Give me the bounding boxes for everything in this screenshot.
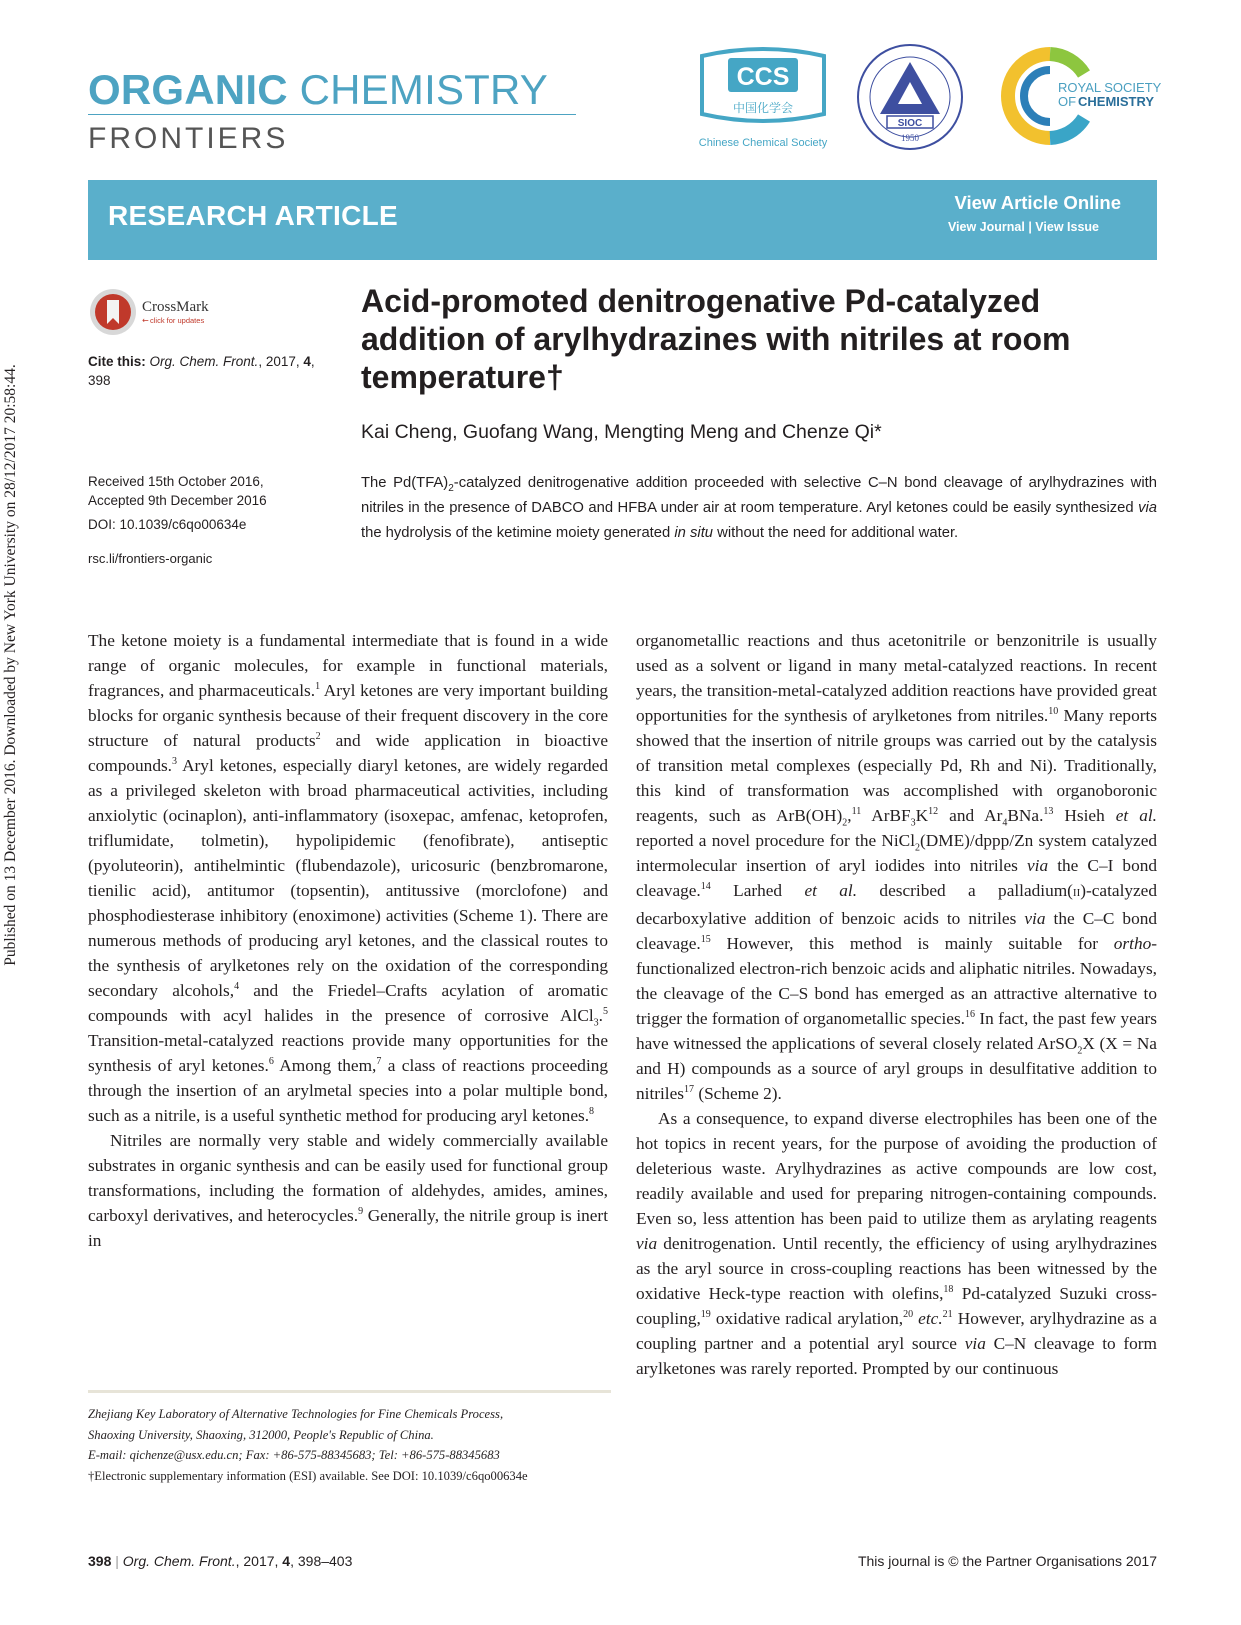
svg-text:SIOC: SIOC xyxy=(897,118,923,129)
journal-link[interactable]: rsc.li/frontiers-organic xyxy=(88,551,213,566)
contact-line: E-mail: qichenze@usx.edu.cn; Fax: +86-575-88345683; Tel: +86-575-88345683 xyxy=(88,1448,500,1462)
page-footer-citation: 398 | Org. Chem. Front., 2017, 4, 398–403 xyxy=(88,1553,353,1569)
sioc-logo-icon xyxy=(855,42,965,152)
dates xyxy=(88,472,346,510)
masthead-rule xyxy=(88,114,576,115)
svg-text:click for updates: click for updates xyxy=(150,316,205,325)
cite-page: 398 xyxy=(88,373,111,388)
svg-text:OF: OF xyxy=(1058,94,1077,109)
cite-label: Cite this: xyxy=(88,354,146,369)
article-type-label: RESEARCH ARTICLE xyxy=(108,200,398,231)
svg-text:CCS: CCS xyxy=(736,63,790,91)
received-date: Received 15th October 2016, xyxy=(88,474,264,489)
body-column-left xyxy=(88,628,608,1253)
journal-name xyxy=(88,66,548,114)
author-list: Kai Cheng, Guofang Wang, Mengting Meng and Chenze Qi* xyxy=(361,421,882,443)
cite-journal: Org. Chem. Front. xyxy=(149,354,259,369)
journal-name-light: CHEMISTRY xyxy=(299,66,548,113)
affiliation-line: Zhejiang Key Laboratory of Alternative Technologies for Fine Chemicals Process, xyxy=(88,1407,504,1421)
rsc-logo-icon xyxy=(998,44,1168,148)
svg-text:Chinese Chemical Society: Chinese Chemical Society xyxy=(698,137,828,149)
abstract: The $Pd(TFA)_2$-catalyzed denitrogenative addition proceeded with selective C–N bond cleavage of arylhydrazines with nitriles in the presence of DABCO and HFBA under air at room temperature. Aryl ketones could be easily synthesized via the hydrolysis of the ketimine moiety generated in situ without the need for additional water. xyxy=(361,475,1157,541)
svg-text:1950: 1950 xyxy=(901,133,919,143)
page-number: 398 xyxy=(88,1553,112,1569)
esi-note: †Electronic supplementary information (ESI) available. See DOI: 10.1039/c6qo00634e xyxy=(88,1468,528,1483)
view-links-separator: | xyxy=(1028,220,1032,234)
svg-text:CHEMISTRY: CHEMISTRY xyxy=(1078,94,1155,109)
accepted-date: Accepted 9th December 2016 xyxy=(88,493,267,508)
journal-name-bold: ORGANIC xyxy=(88,66,288,113)
ccs-logo-icon xyxy=(698,44,828,156)
affiliation-line: Shaoxing University, Shaoxing, 312000, People's Republic of China. xyxy=(88,1427,434,1442)
doi: DOI: 10.1039/c6qo00634e xyxy=(88,517,247,532)
body-paragraph: As a consequence, to expand diverse electrophiles has been one of the hot topics in recent years, for the purpose of avoiding the production of deleterious waste. Arylhydrazines as active compounds are low cost, readily available and used for preparing nitrogen-containing compounds. Even so, less attention has been paid to utilize them as arylating reagents via denitrogenation. Until recently, the efficiency of using arylhydrazines as the aryl source in cross-coupling reactions has been witnessed by the oxidative Heck-type reaction with olefins,$^{18}$ Pd-catalyzed Suzuki cross-coupling,$^{19}$ oxidative radical arylation,$^{20}$ etc.$^{21}$ However, arylhydrazine as a coupling partner and a potential aryl source via C–N cleavage to form arylketones was rarely reported. Prompted by our continuous xyxy=(636,1109,1157,1378)
svg-text:CrossMark: CrossMark xyxy=(142,299,209,315)
cite-separator: , xyxy=(310,354,315,369)
cite-year: , 2017, xyxy=(258,354,304,369)
article-title: Acid-promoted denitrogenative Pd-catalyzed addition of arylhydrazines with nitriles at room temperature† xyxy=(361,283,1071,395)
body-paragraph: Nitriles are normally very stable and widely commercially available substrates in organic synthesis and can be easily used for functional group transformations, including the formation of aldehydes, amides, amines, carboxyl derivatives, and heterocycles.$^9$ Generally, the nitrile group is inert in xyxy=(88,1131,608,1250)
view-journal-link[interactable]: View Journal xyxy=(947,220,1025,234)
svg-text:←: ← xyxy=(142,316,149,325)
footnote-rule xyxy=(88,1390,611,1393)
citation xyxy=(88,352,346,390)
svg-text:中国化学会: 中国化学会 xyxy=(732,101,794,115)
footnotes xyxy=(88,1404,611,1486)
svg-text:ROYAL SOCIETY: ROYAL SOCIETY xyxy=(1058,80,1162,95)
cite-volume: 4 xyxy=(303,354,311,369)
view-issue-link[interactable]: View Issue xyxy=(1035,220,1099,234)
crossmark-badge[interactable] xyxy=(88,287,238,337)
download-watermark: Published on 13 December 2016. Downloaded by New York University on 28/12/2017 20:58:44. xyxy=(2,364,19,966)
article-type-banner xyxy=(88,180,1157,260)
view-article-online-link[interactable]: View Article Online xyxy=(954,192,1121,213)
journal-subname: FRONTIERS xyxy=(88,122,289,155)
body-paragraph: organometallic reactions and thus acetonitrile or benzonitrile is usually used as a solvent or ligand in many metal-catalyzed reactions. In recent years, the transition-metal-catalyzed addition reactions have provided great opportunities for the synthesis of arylketones from nitriles.$^{10}$ Many reports showed that the insertion of nitrile groups was carried out by the catalysis of transition metal complexes (especially Pd, Rh and Ni). Traditionally, this kind of transformation was accomplished with organoboronic reagents, such as $ArB(OH)_2,^{11}$ $ArBF_3K^{12}$ and $Ar_4BNa.^{13}$ Hsieh et al. reported a novel procedure for the NiCl$_2$(DME)/dppp/Zn system catalyzed intermolecular insertion of aryl iodides into nitriles via the C–I bond cleavage.$^{14}$ Larhed et al. described a palladium(II)-catalyzed decarboxylative addition of benzoic acids to nitriles via the C–C bond cleavage.$^{15}$ However, this method is mainly suitable for ortho-functionalized electron-rich benzoic acids and aliphatic nitriles. Nowadays, the cleavage of the C–S bond has emerged as an attractive alternative to trigger the formation of organometallic species.$^{16}$ In fact, the past few years have witnessed the applications of several closely related ArSO$_2$X (X = Na and H) compounds as a source of aryl groups in desulfitative addition to nitriles$^{17}$ (Scheme 2). xyxy=(636,631,1158,1103)
view-links xyxy=(948,220,1099,234)
body-paragraph: The ketone moiety is a fundamental intermediate that is found in a wide range of organic molecules, for example in functional materials, fragrances, and pharmaceuticals.$^1$ Aryl ketones are very important building blocks for organic synthesis because of their frequent discovery in the core structure of natural products$^2$ and wide application in bioactive compounds.$^3$ Aryl ketones, especially diaryl ketones, are widely regarded as a privileged skeleton with broad pharmaceutical activities, including anxiolytic (ocinaplon), anti-inflammatory (isoxepac, amfenac, ketoprofen, triflumidate, tolmetin), hypolipidemic (fenofibrate), antiseptic (pyoluteorin), antihelmintic (flubendazole), uricosuric (benzbromarone, tienilic acid), antitumor (topsentin), antitussive (morclofone) and phosphodiesterase inhibitory (enoximone) activities (Scheme 1). There are numerous methods of producing aryl ketones, and the classical routes to the synthesis of arylketones rely on the oxidation of the corresponding secondary alcohols,$^4$ and the Friedel–Crafts acylation of aromatic compounds with acyl halides in the presence of corrosive AlCl$_3$.$^5$ Transition-metal-catalyzed reactions provide many opportunities for the synthesis of aryl ketones.$^6$ Among them,$^7$ a class of reactions proceeding through the insertion of an arylmetal species into a polar multiple bond, such as a nitrile, is a useful synthetic method for producing aryl ketones.$^8$ xyxy=(88,631,609,1125)
body-column-right xyxy=(636,628,1157,1381)
copyright-notice: This journal is © the Partner Organisations 2017 xyxy=(857,1553,1157,1569)
